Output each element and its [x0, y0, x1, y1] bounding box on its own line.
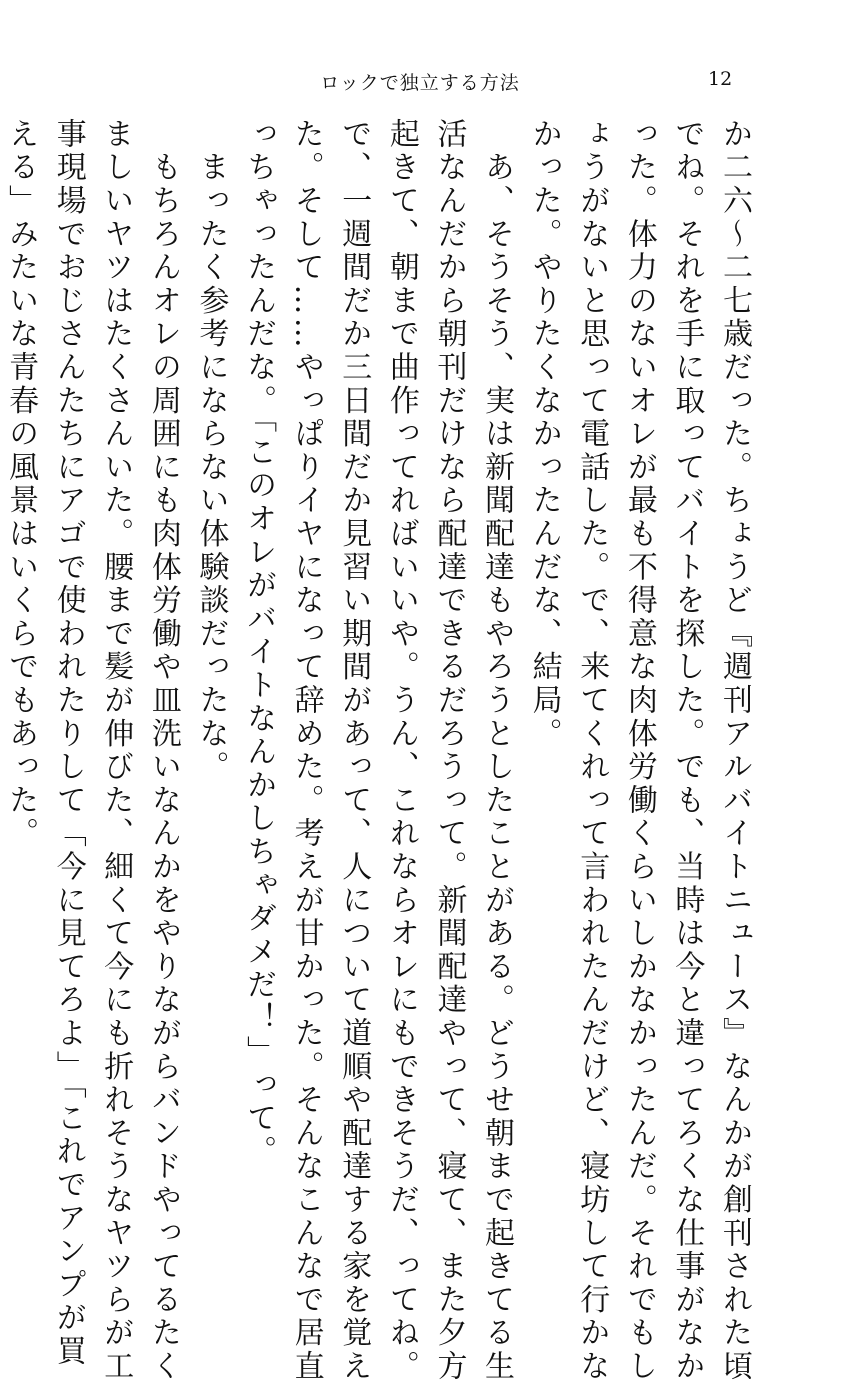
body-text	[3, 118, 758, 1383]
text-line-1: か二六〜二七歳だった。ちょうど『週刊アルバイトニュース』なんかが創刊された頃	[717, 118, 752, 1383]
text-line-15: 事現場でおじさんたちにアゴで使われたりして「今に見てろよ」「これでアンプが買	[50, 118, 86, 1369]
text-line-13: もちろんオレの周囲にも肉体労働や皿洗いなんかをやりながらバンドやってるたく	[145, 118, 181, 1383]
text-line-9: で、一週間だか三日間だか見習い期間があって、人について道順や配達する家を覚え	[336, 118, 372, 1383]
text-line-3: った。体力のないオレが最も不得意な肉体労働くらいしかなかったんだ。それでもし	[621, 118, 657, 1383]
text-line-8: 起きて、朝まで曲作ってればいいや。うん、これならオレにもできそうだ、ってね。	[383, 118, 419, 1383]
text-line-6: あ、そうそう、実は新聞配達もやろうとしたことがある。どうせ朝まで起きてる生	[479, 118, 515, 1383]
page-number: 12	[708, 68, 733, 90]
text-line-2: でね。それを手に取ってバイトを探した。でも、当時は今と違ってろくな仕事がなか	[669, 118, 705, 1383]
text-line-16: える」みたいな青春の風景はいくらでもあった。	[3, 118, 39, 851]
text-line-12: まったく参考にならない体験談だったな。	[193, 118, 229, 784]
running-head: ロックで独立する方法	[320, 72, 520, 94]
text-line-4: ょうがないと思って電話した。で、来てくれって言われたんだけど、寝坊して行かな	[574, 118, 610, 1383]
text-line-14: ましいヤツはたくさんいた。腰まで髪が伸びた、細くて今にも折れそうなヤツらが工	[98, 118, 134, 1383]
text-line-11: っちゃったんだな。「このオレがバイトなんかしちゃダメだ！」って。	[241, 118, 277, 1169]
text-line-5: かった。やりたくなかったんだな、結局。	[526, 118, 562, 751]
text-line-10: た。そして……やっぱりイヤになって辞めた。考えが甘かった。そんなこんなで居直	[288, 118, 324, 1383]
text-line-7: 活なんだから朝刊だけなら配達できるだろうって。新聞配達やって、寝て、また夕方	[431, 118, 467, 1383]
